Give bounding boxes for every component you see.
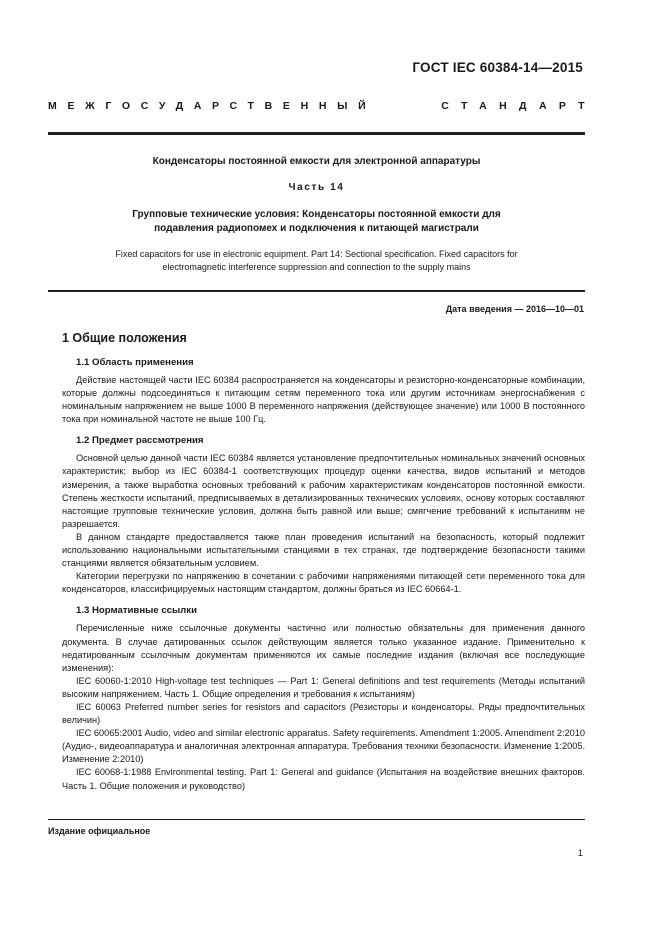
main-content xyxy=(62,330,585,793)
category-left: МЕЖГОСУДАРСТВЕННЫЙ xyxy=(48,100,377,112)
footer-divider xyxy=(48,819,585,820)
section-heading: 1 Общие положения xyxy=(62,331,187,345)
reference-item: IEC 60065:2001 Audio, video and similar electronic apparatus. Safety requirements. Amendment 1:2005. Amendment 2:2010 (Аудио-, видеоаппаратура и аналогичная электронная аппаратура. Требования техники безопасности. Изменение 1:2005. Изменение 2:2010) xyxy=(62,728,585,765)
category-right: СТАНДАРТ xyxy=(441,100,597,112)
page-number: 1 xyxy=(577,848,583,859)
references-intro: Перечисленные ниже ссылочные документы частично или полностью обязательны для применения данного документа. В случае датированных ссылок действующим является только указанное издание. Применительно к недатированным ссылочным документам применяются их самые последние издания (включая все последующие изменения): xyxy=(62,623,585,673)
object-paragraph-3: Категории перегрузки по напряжению в сочетании с рабочими напряжениями питающей сети переменного тока для конденсаторов, классифицируемых настоящим стандартом, должны браться из IEC 60664-1. xyxy=(62,571,585,595)
object-paragraph-2: В данном стандарте предоставляется также план проведения испытаний на безопасность, который подлежит использованию национальными испытательными станциями в тех странах, где подтверждение безопасности такими станциями является обязательным условием. xyxy=(62,531,585,569)
subsection-heading-object: 1.2 Предмет рассмотрения xyxy=(76,435,204,447)
reference-item: IEC 60063 Preferred number series for resistors and capacitors (Резисторы и конденсаторы. Ряды предпочтительных величин) xyxy=(62,701,585,726)
subsection-heading-scope: 1.1 Область применения xyxy=(76,357,194,368)
object-paragraph-1: Основной целью данной части IEC 60384 является установление предпочтительных номинальных значений основных характеристик; выбор из IEC 60384-1 соответствующих процедур оценки качества, видов испытаний и методов измерения, а также выработка основных требований к рабочим характеристикам конденсаторов постоянной емкости. Степень жесткости испытаний, предписываемых в детализированных технических условиях, основу которых составляют настоящие групповые технические условия, должна быть равной или выше; смягчение требований к испытаниям не разрешается. xyxy=(62,453,585,529)
scope-paragraph: Действие настоящей части IEC 60384 распространяется на конденсаторы и резисторно-конденсаторные комбинации, которые должны подсоединяться к питающим сетям переменного тока или другим источникам энергоснабжения с номинальным напряжением не выше 1000 В переменного напряжения (действующее значение) или 1000 В постоянного тока при номинальной частоте не выше 100 Гц. xyxy=(62,375,585,425)
document-subtitle: Групповые технические условия: Конденсаторы постоянной емкости для подавления радиопомех и подключения к питающей магистрали xyxy=(132,209,501,234)
title-divider xyxy=(48,290,585,292)
official-edition-label: Издание официальное xyxy=(48,826,151,836)
reference-item: IEC 60068-1:1988 Environmental testing. Part 1: General and guidance (Испытания на воздействие внешних факторов. Часть 1. Общие положения и руководство) xyxy=(62,767,585,791)
reference-item: IEC 60060-1:2010 High-voltage test techniques — Part 1: General definitions and test requirements (Методы испытаний высоким напряжением. Часть 1. Общие определения и требования к испытаниям) xyxy=(62,675,585,699)
english-title: Fixed capacitors for use in electronic equipment. Part 14: Sectional specification. Fixed capacitors for electromagnetic interference suppression and connection to the supply mains xyxy=(115,249,518,272)
header-divider xyxy=(48,132,585,135)
introduction-date: Дата введения — 2016—10—01 xyxy=(445,304,584,314)
part-label: Часть 14 xyxy=(288,182,345,193)
standard-category xyxy=(48,100,597,112)
subsection-heading-references: 1.3 Нормативные ссылки xyxy=(76,605,197,617)
standard-number: ГОСТ IEC 60384-14—2015 xyxy=(412,60,583,75)
document-title: Конденсаторы постоянной емкости для электронной аппаратуры xyxy=(152,156,481,167)
